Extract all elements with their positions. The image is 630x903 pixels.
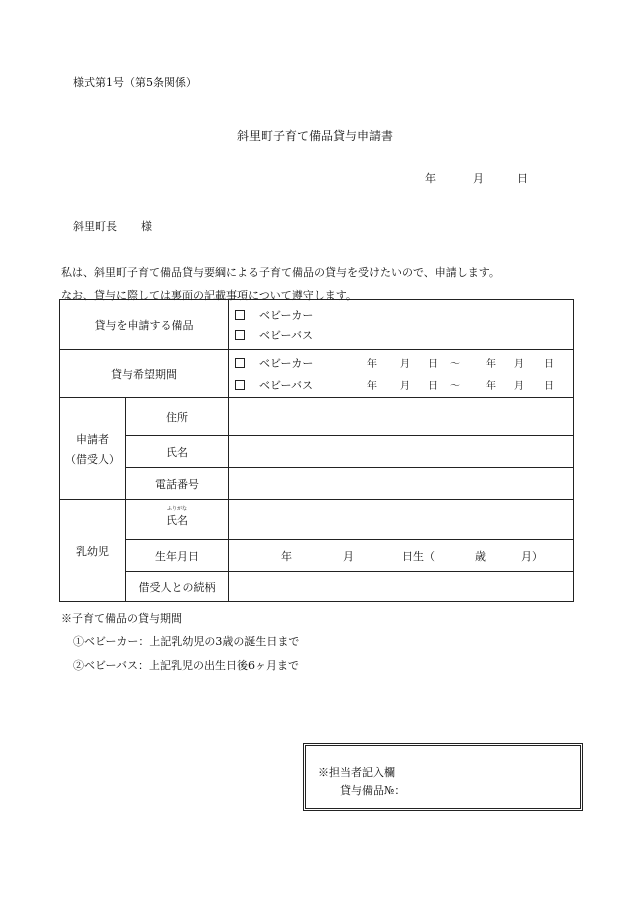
checkbox-icon[interactable] (235, 358, 245, 368)
form-number: 様式第1号（第5条関係） (73, 76, 197, 89)
checkbox-icon[interactable] (235, 310, 245, 320)
period-item-label: ベビーカー (259, 356, 314, 370)
period-start-day: 日 (428, 381, 438, 392)
period-row-baby-bath[interactable] (229, 374, 573, 396)
date-year-label: 年 (425, 172, 436, 185)
period-label: 貸与希望期間 (60, 350, 229, 398)
birthdate-row (229, 548, 573, 564)
note-heading: ※子育て備品の貸与期間 (61, 612, 182, 625)
checkbox-icon[interactable] (235, 380, 245, 390)
recipient-name: 斜里町長 (73, 220, 117, 233)
period-end-year: 年 (486, 359, 496, 370)
period-start-month: 月 (400, 359, 410, 370)
items-label: 貸与を申請する備品 (60, 300, 229, 350)
document-title: 斜里町子育て備品貸与申請書 (236, 129, 393, 143)
item-option-label: ベビーバス (259, 328, 314, 342)
note-item-2: ②ベビーバス：上記乳児の出生日後6ヶ月まで (73, 659, 300, 672)
age-years-label: 歳 (475, 549, 486, 563)
item-option-label: ベビーカー (259, 308, 314, 322)
relation-field[interactable] (229, 572, 574, 602)
period-item-label: ベビーバス (259, 378, 314, 392)
period-start-year: 年 (367, 359, 377, 370)
date-day-label: 日 (517, 172, 528, 185)
applicant-label: 申請者 (76, 432, 109, 446)
period-start-month: 月 (400, 381, 410, 392)
birth-year-label: 年 (281, 549, 292, 563)
staff-box-item-number: 貸与備品№： (340, 784, 406, 797)
birth-month-label: 月 (343, 549, 354, 563)
address-label: 住所 (126, 398, 229, 436)
recipient-honorific: 様 (141, 220, 152, 233)
address-field[interactable] (229, 398, 574, 436)
period-start-day: 日 (428, 359, 438, 370)
period-row-stroller[interactable] (229, 352, 573, 374)
applicant-sublabel: （借受人） (65, 452, 120, 466)
period-start-year: 年 (367, 381, 377, 392)
applicant-name-label: 氏名 (126, 436, 229, 468)
period-end-month: 月 (514, 359, 524, 370)
age-months-label: 月） (521, 549, 543, 563)
infant-name-label: 氏名 (166, 513, 188, 527)
body-text-line-2: なお、貸与に際しては裏面の記載事項について遵守します。 (61, 289, 357, 302)
phone-label: 電話番号 (126, 468, 229, 500)
staff-box-title: ※担当者記入欄 (318, 766, 395, 779)
items-options (229, 300, 574, 350)
phone-field[interactable] (229, 468, 574, 500)
recipient (73, 218, 152, 234)
body-text-line-1: 私は、斜里町子育て備品貸与要綱による子育て備品の貸与を受けたいので、申請します。 (61, 266, 500, 279)
date-month-label: 月 (473, 172, 484, 185)
applicant-label-cell (60, 398, 126, 500)
period-separator: ～ (450, 381, 460, 392)
infant-name-ruby: ふりがな (166, 505, 187, 512)
period-end-month: 月 (514, 381, 524, 392)
item-option-baby-bath[interactable] (229, 325, 573, 345)
period-fields (229, 350, 574, 398)
period-end-day: 日 (544, 381, 554, 392)
infant-label: 乳幼児 (60, 500, 126, 602)
note-item-1: ①ベビーカー：上記乳幼児の3歳の誕生日まで (73, 635, 300, 648)
infant-name-field[interactable] (229, 500, 574, 540)
period-separator: ～ (450, 359, 460, 370)
birthdate-label: 生年月日 (126, 540, 229, 572)
application-table (59, 299, 574, 602)
period-end-year: 年 (486, 381, 496, 392)
infant-name-label-cell (126, 500, 229, 540)
applicant-name-field[interactable] (229, 436, 574, 468)
period-end-day: 日 (544, 359, 554, 370)
item-option-stroller[interactable] (229, 305, 573, 325)
birthdate-field[interactable] (229, 540, 574, 572)
staff-entry-box (303, 743, 583, 811)
infant-name-label-wrap (166, 505, 188, 528)
birth-day-label: 日生（ (402, 549, 435, 563)
checkbox-icon[interactable] (235, 330, 245, 340)
relation-label: 借受人との続柄 (126, 572, 229, 602)
